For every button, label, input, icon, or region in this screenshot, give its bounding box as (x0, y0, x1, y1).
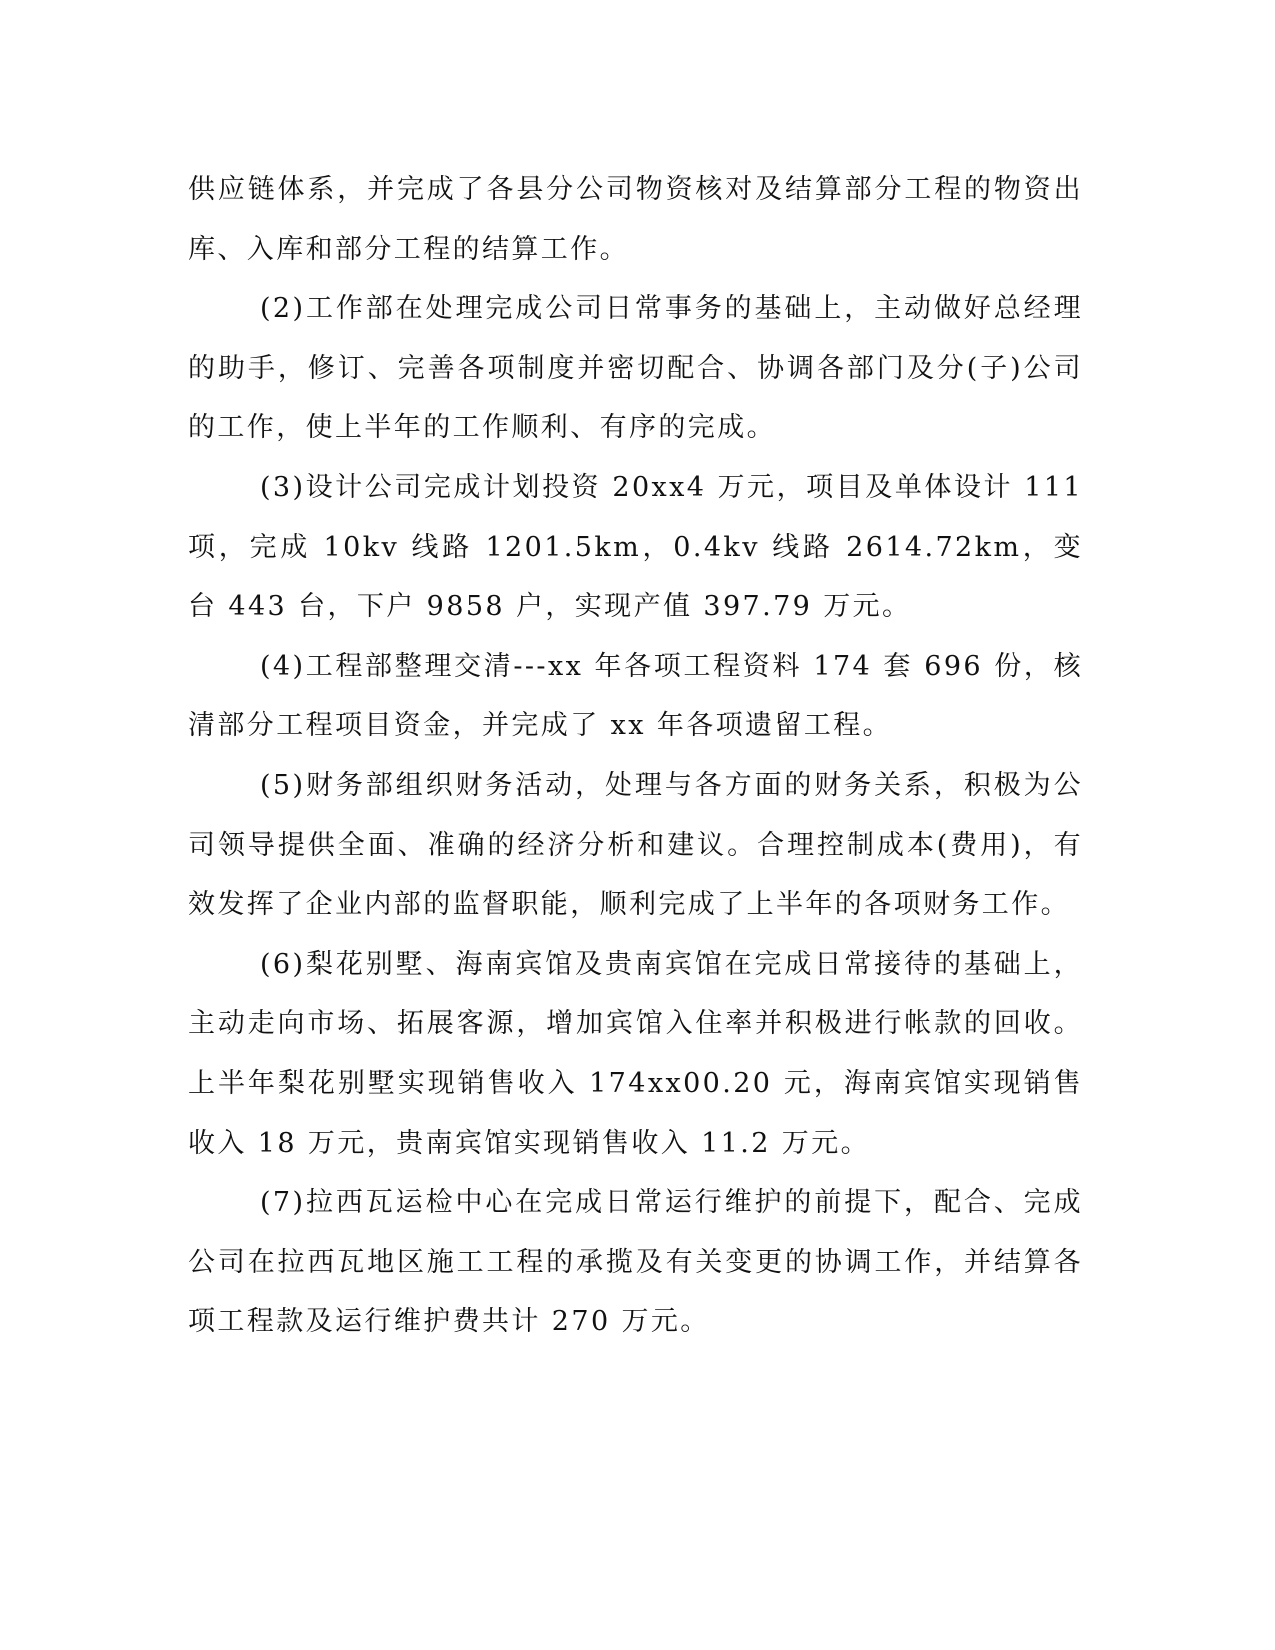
paragraph-continuation: 供应链体系，并完成了各县分公司物资核对及结算部分工程的物资出库、入库和部分工程的结算工作。 (188, 174, 1083, 265)
paragraph-item-7: (7)拉西瓦运检中心在完成日常运行维护的前提下，配合、完成公司在拉西瓦地区施工工程的承揽及有关变更的协调工作，并结算各项工程款及运行维护费共计 270 万元。 (188, 1187, 1083, 1338)
paragraph-item-6: (6)梨花别墅、海南宾馆及贵南宾馆在完成日常接待的基础上，主动走向市场、拓展客源，增加宾馆入住率并积极进行帐款的回收。上半年梨花别墅实现销售收入 174xx00.20 元，海南宾馆实现销售收入 18 万元，贵南宾馆实现销售收入 11.2 万元。 (188, 948, 1083, 1159)
paragraph-item-5: (5)财务部组织财务活动，处理与各方面的财务关系，积极为公司领导提供全面、准确的经济分析和建议。合理控制成本(费用)，有效发挥了企业内部的监督职能，顺利完成了上半年的各项财务工作。 (188, 769, 1083, 921)
paragraph-item-3: (3)设计公司完成计划投资 20xx4 万元，项目及单体设计 111 项，完成 10kv 线路 1201.5km，0.4kv 线路 2614.72km，变台 443 台，下户 9858 户，实现产值 397.79 万元。 (188, 471, 1083, 623)
paragraph-item-2: (2)工作部在处理完成公司日常事务的基础上，主动做好总经理的助手，修订、完善各项制度并密切配合、协调各部门及分(子)公司的工作，使上半年的工作顺利、有序的完成。 (188, 293, 1083, 444)
paragraph-item-4: (4)工程部整理交清---xx 年各项工程资料 174 套 696 份，核清部分工程项目资金，并完成了 xx 年各项遗留工程。 (188, 650, 1083, 742)
document-body (188, 160, 1083, 1352)
